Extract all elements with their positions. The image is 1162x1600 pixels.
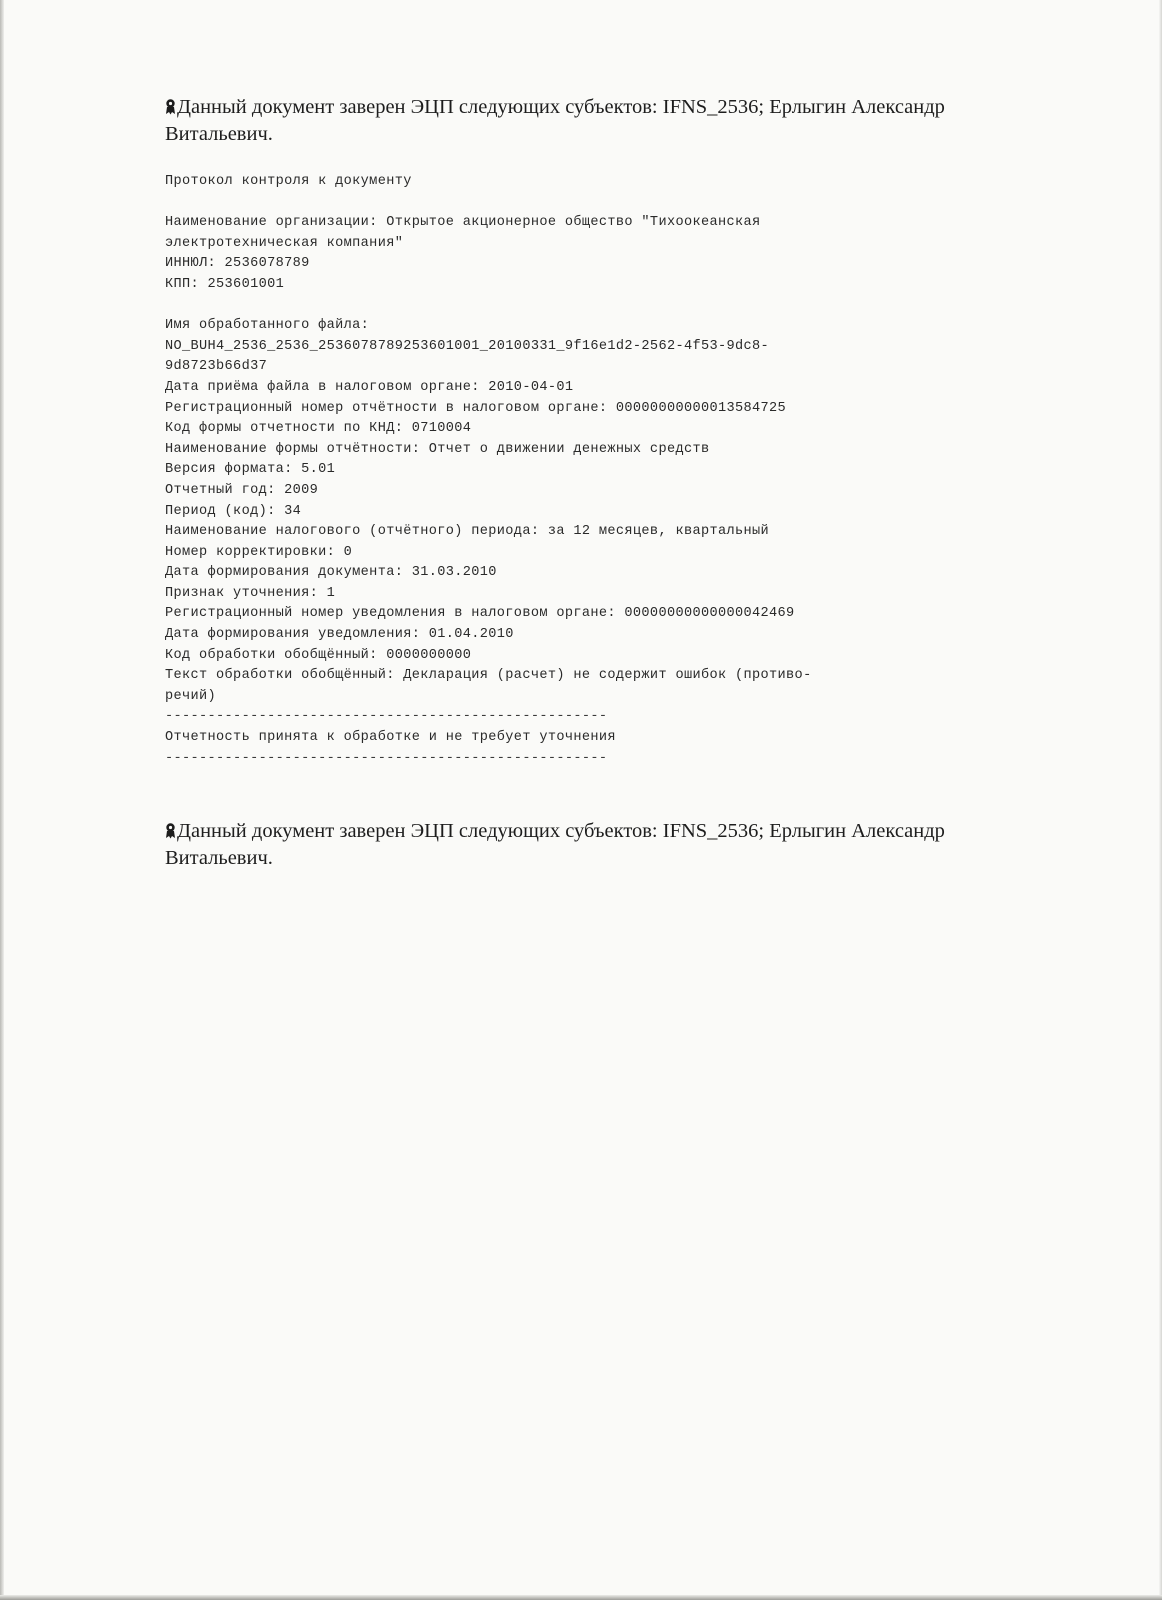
file-label: Имя обработанного файла: xyxy=(165,318,370,334)
report-year-line: Отчетный год: 2009 xyxy=(165,482,319,498)
page-edge-bottom xyxy=(0,1595,1162,1600)
signature-block-bottom xyxy=(165,818,1045,872)
divider-rule-bottom: ---------------------------------------------------- xyxy=(165,750,608,766)
kpp-line: КПП: 253601001 xyxy=(165,276,285,292)
period-name-line: Наименование налогового (отчётного) периода: за 12 месяцев, квартальный xyxy=(165,524,770,540)
processing-code-line: Код обработки обобщённый: 0000000000 xyxy=(165,647,472,663)
signature-block-top xyxy=(165,94,1045,148)
period-code-line: Период (код): 34 xyxy=(165,503,302,519)
control-protocol xyxy=(165,172,1065,769)
signature-text-line1: Данный документ заверен ЭЦП следующих субъектов: IFNS_2536; Ерлыгин Александр xyxy=(177,96,945,118)
file-name-line1: NO_BUH4_2536_2536_2536078789253601001_20100331_9f16e1d2-2562-4f53-9dc8- xyxy=(165,338,770,354)
signature-line-1 xyxy=(165,818,1045,845)
knd-line: Код формы отчетности по КНД: 0710004 xyxy=(165,421,472,437)
processing-text-line1: Текст обработки обобщённый: Декларация (расчет) не содержит ошибок (противо- xyxy=(165,668,812,684)
signature-text-line2: Витальевич. xyxy=(165,847,273,869)
stamp-icon xyxy=(165,823,176,839)
processing-text-line2: речий) xyxy=(165,688,217,704)
notice-reg-number-line: Регистрационный номер уведомления в налоговом органе: 00000000000000042469 xyxy=(165,606,795,622)
protocol-title: Протокол контроля к документу xyxy=(165,174,412,189)
correction-number-line: Номер корректировки: 0 xyxy=(165,544,353,560)
format-version-line: Версия формата: 5.01 xyxy=(165,462,336,478)
org-name-line2: электротехническая компания" xyxy=(165,235,404,251)
signature-text-line1: Данный документ заверен ЭЦП следующих субъектов: IFNS_2536; Ерлыгин Александр xyxy=(177,820,945,842)
signature-line-1 xyxy=(165,94,1045,121)
clarification-flag-line: Признак уточнения: 1 xyxy=(165,585,336,601)
file-name-line2: 9d8723b66d37 xyxy=(165,359,268,375)
result-line: Отчетность принята к обработке и не требует уточнения xyxy=(165,730,616,746)
reg-number-line: Регистрационный номер отчётности в налоговом органе: 00000000000013584725 xyxy=(165,400,787,416)
date-received-line: Дата приёма файла в налоговом органе: 2010-04-01 xyxy=(165,379,574,395)
org-name-line1: Наименование организации: Открытое акционерное общество "Тихоокеанская xyxy=(165,215,761,231)
signature-text-line2: Витальевич. xyxy=(165,123,273,145)
page-edge-left xyxy=(0,0,4,1600)
inn-line: ИННЮЛ: 2536078789 xyxy=(165,256,310,272)
stamp-icon xyxy=(165,99,176,115)
form-name-line: Наименование формы отчётности: Отчет о движении денежных средств xyxy=(165,441,710,457)
doc-date-line: Дата формирования документа: 31.03.2010 xyxy=(165,565,497,581)
divider-rule-top: ---------------------------------------------------- xyxy=(165,709,608,725)
notice-date-line: Дата формирования уведомления: 01.04.2010 xyxy=(165,627,514,643)
